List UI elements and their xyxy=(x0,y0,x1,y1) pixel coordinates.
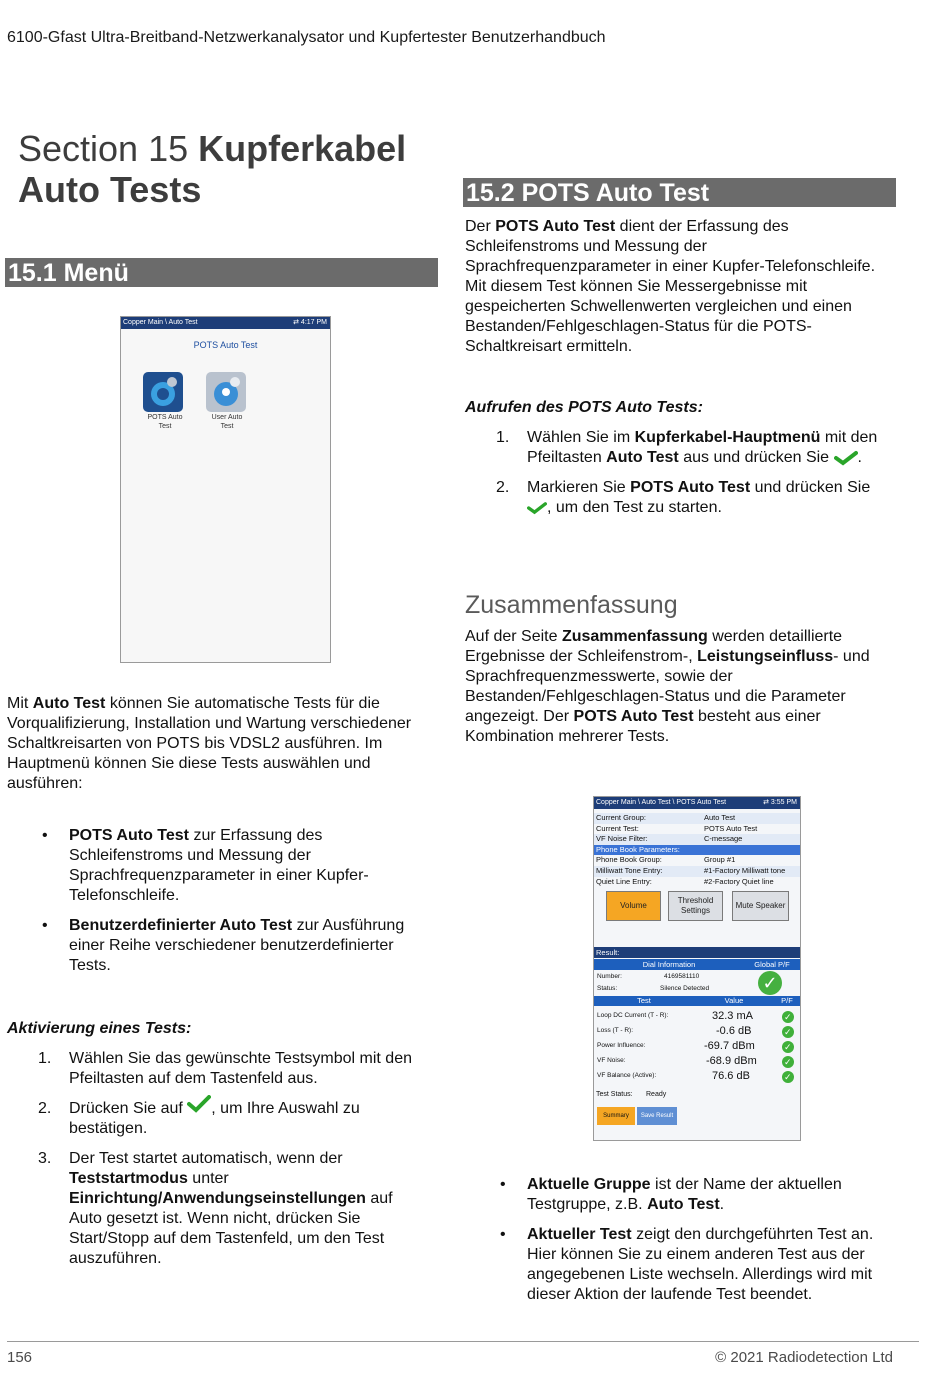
table-row: VF Noise: -68.9 dBm ✓ xyxy=(594,1054,800,1069)
list-item: • Benutzerdefinierter Auto Test zur Ausführung einer Reihe verschiedener benutzerdefinierter Tests. xyxy=(42,917,405,974)
param-row[interactable]: Milliwatt Tone Entry: #1-Factory Milliwatt tone xyxy=(594,866,800,877)
summary-paragraph: Auf der Seite Zusammenfassung werden detaillierte Ergebnisse der Schleifenstrom-, Leistungseinfluss- und Sprachfrequenzmesswerte, sowie der Bestanden/Fehlgeschlagen-Status und die Parameter angezeigt. Der POTS Auto Test besteht aus einer Kombination mehrerer Tests. xyxy=(465,628,870,745)
param-row[interactable]: Phone Book Parameters: xyxy=(594,845,800,856)
mute-speaker-button[interactable]: Mute Speaker xyxy=(732,891,789,921)
pass-icon xyxy=(782,1071,794,1083)
test-status: Test Status: Ready xyxy=(596,1091,667,1098)
activate-test-heading: Aktivierung eines Tests: xyxy=(7,1020,192,1037)
step-item: 2. Drücken Sie auf , um Ihre Auswahl zu bestätigen. xyxy=(7,1099,427,1139)
param-row[interactable]: Phone Book Group: Group #1 xyxy=(596,855,736,865)
save-result-tab[interactable]: Save Result xyxy=(637,1107,677,1125)
user-auto-test-icon[interactable] xyxy=(206,372,246,412)
checkmark-icon xyxy=(834,450,858,466)
table-row: Loss (T - R): -0.6 dB ✓ xyxy=(594,1024,800,1039)
table-row: Loop DC Current (T - R): 32.3 mA ✓ xyxy=(594,1009,800,1024)
pots-intro: Der POTS Auto Test dient der Erfassung des Schleifenstroms und Messung der Sprachfrequenzparameter in einer Kupfer-Telefonschleife. Mit diesem Test können Sie Messergebnisse mit gespeicherten Schwellenwerten vergleichen und einen Bestanden/Fehlgeschlagen-Status für die POTS-Schaltkreisart ermitteln. xyxy=(465,218,876,355)
document-header: 6100-Gfast Ultra-Breitband-Netzwerkanalysator und Kupfertester Benutzerhandbuch xyxy=(7,29,606,46)
global-pass-icon: ✓ xyxy=(758,971,782,995)
device-screenshot-pots-summary xyxy=(593,796,801,1141)
result-label: Result: xyxy=(594,947,800,958)
result-section xyxy=(594,947,800,1127)
section-title: Section 15 Kupferkabel Auto Tests xyxy=(18,128,407,210)
pots-auto-test-icon[interactable] xyxy=(143,372,183,412)
pass-icon xyxy=(782,1041,794,1053)
checkmark-icon xyxy=(187,1095,211,1113)
device-tabs xyxy=(594,1107,800,1127)
results-table-header: Test Value P/F xyxy=(594,996,800,1006)
device-titlebar: Copper Main \ Auto Test \ POTS Auto Test ⇄ 3:55 PM xyxy=(594,797,800,809)
table-row: VF Balance (Active): 76.6 dB ✓ xyxy=(594,1069,800,1084)
auto-test-intro: Mit Auto Test können Sie automatische Tests für die Vorqualifizierung, Installation und Wartung verschiedener Schaltkreisarten von POTS bis VDSL2 ausführen. Im Hauptmenü können Sie diese Tests auswählen und ausführen: xyxy=(7,695,412,792)
dial-info-body: Number: 4169581110 Status: Silence Detected ✓ xyxy=(594,970,800,996)
call-pots-steps xyxy=(465,428,885,528)
copyright: © 2021 Radiodetection Ltd xyxy=(715,1349,893,1366)
param-row[interactable]: Current Test: POTS Auto Test xyxy=(596,823,758,833)
volume-button[interactable]: Volume xyxy=(606,891,661,921)
param-row[interactable]: VF Noise Filter: C-message xyxy=(594,834,800,845)
footer-divider xyxy=(7,1341,919,1342)
dial-info-header: Dial Information Global P/F xyxy=(594,959,800,970)
step-item: 3. Der Test startet automatisch, wenn der Teststartmodus unter Einrichtung/Anwendungseinstellungen auf Auto gesetzt ist. Wenn nicht, drücken Sie Start/Stopp auf dem Tastenfeld, um den Test auszuführen. xyxy=(38,1150,393,1267)
results-table xyxy=(594,1006,800,1084)
summary-tab[interactable]: Summary xyxy=(597,1107,635,1125)
list-item: • Aktueller Test zeigt den durchgeführten Test an. Hier können Sie zu einem anderen Test aus der angegebenen Liste wechseln. Allerdings wird mit dieser Aktion der laufende Test beendet. xyxy=(500,1226,874,1303)
list-item: • Aktuelle Gruppe ist der Name der aktuellen Testgruppe, z.B. Auto Test. xyxy=(500,1176,842,1213)
pass-icon xyxy=(782,1026,794,1038)
checkmark-icon xyxy=(527,500,547,516)
param-row[interactable]: Quiet Line Entry: #2-Factory Quiet line xyxy=(596,876,774,886)
step-item: 1. Wählen Sie im Kupferkabel-Hauptmenü mit den Pfeiltasten Auto Test aus und drücken Sie . xyxy=(496,429,878,466)
heading-15-2: 15.2 POTS Auto Test xyxy=(463,178,896,207)
page-number: 156 xyxy=(7,1349,33,1366)
summary-field-list xyxy=(465,1175,890,1315)
call-pots-heading: Aufrufen des POTS Auto Tests: xyxy=(465,399,703,416)
heading-15-1: 15.1 Menü xyxy=(5,258,438,287)
pass-icon xyxy=(782,1056,794,1068)
pass-icon xyxy=(782,1011,794,1023)
auto-test-type-list xyxy=(7,826,427,986)
summary-heading: Zusammenfassung xyxy=(465,591,678,619)
pots-auto-test-label: POTS Auto Test xyxy=(147,414,183,430)
activate-steps xyxy=(7,1049,427,1279)
param-row[interactable]: Current Group: Auto Test xyxy=(594,813,800,824)
table-row: Power Influence: -69.7 dBm ✓ xyxy=(594,1039,800,1054)
device-titlebar: Copper Main \ Auto Test ⇄ 4:17 PM xyxy=(121,317,330,329)
threshold-settings-button[interactable]: Threshold Settings xyxy=(668,891,723,921)
list-item: • POTS Auto Test zur Erfassung des Schleifenstroms und Messung der Sprachfrequenzparameter in einer Kupfer-Telefonschleife. xyxy=(42,827,369,904)
step-item: 1. Wählen Sie das gewünschte Testsymbol mit den Pfeiltasten auf dem Tastenfeld aus. xyxy=(38,1050,412,1087)
step-item: 2. Markieren Sie POTS Auto Test und drücken Sie , um den Test zu starten. xyxy=(496,479,871,516)
device-screen-title: POTS Auto Test xyxy=(193,340,258,350)
parameter-list xyxy=(594,813,800,887)
device-screenshot-auto-test-menu xyxy=(120,316,331,663)
user-auto-test-label: User Auto Test xyxy=(211,414,243,430)
